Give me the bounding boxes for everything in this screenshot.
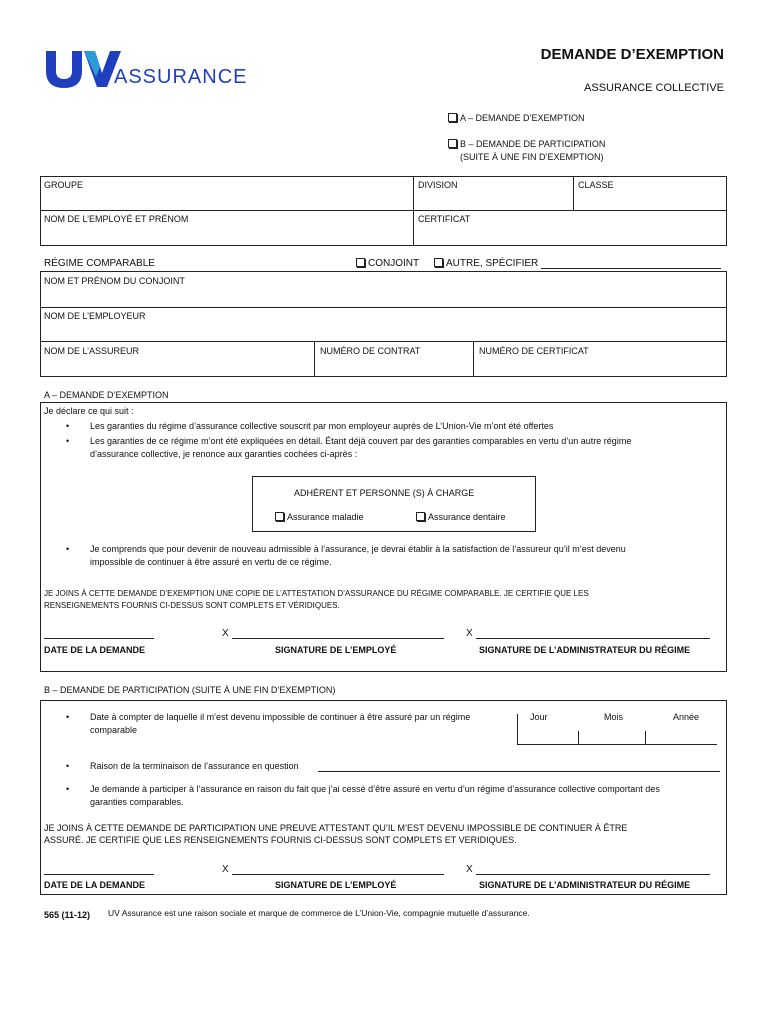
- conjoint-checkbox-row[interactable]: [356, 258, 419, 270]
- form-code: 565 (11-12): [44, 910, 91, 920]
- date-signature-line[interactable]: [44, 874, 154, 875]
- date-input-line[interactable]: [517, 744, 717, 745]
- form-title: DEMANDE D’EXEMPTION: [540, 46, 724, 63]
- regime-comparable-label: RÉGIME COMPARABLE: [44, 258, 155, 269]
- admin-signature-line[interactable]: [476, 638, 710, 639]
- bullet: •: [66, 421, 70, 431]
- field-numero-contrat[interactable]: NUMÉRO DE CONTRAT: [320, 346, 421, 356]
- section-a-bullet2-line2: d’assurance collective, je renonce aux garanties cochées ci-après :: [90, 449, 358, 459]
- field-classe[interactable]: CLASSE: [578, 180, 614, 190]
- autre-specify-line[interactable]: [541, 268, 721, 269]
- field-nom-employeur[interactable]: NOM DE L’EMPLOYEUR: [44, 311, 146, 321]
- option-b-note: (SUITE À UNE FIN D’EXEMPTION): [460, 152, 604, 162]
- option-a-label: A – DEMANDE D’EXEMPTION: [460, 113, 585, 123]
- admin-signature-line[interactable]: [476, 874, 710, 875]
- identification-grid: [40, 176, 727, 246]
- option-b-checkbox-row[interactable]: [448, 139, 605, 150]
- coverage-dentaire-label: Assurance dentaire: [428, 512, 506, 522]
- admin-signature-label: SIGNATURE DE L’ADMINISTRATEUR DU RÉGIME: [479, 880, 691, 890]
- employee-signature-label: SIGNATURE DE L’EMPLOYÉ: [275, 880, 397, 890]
- date-signature-line[interactable]: [44, 638, 154, 639]
- section-b-bullet3-line1: Je demande à participer à l’assurance en raison du fait que j’ai cessé d’être assuré en vertu d’un régime d’assurance collective comportant des: [90, 784, 660, 794]
- date-divider: [645, 731, 646, 744]
- employee-signature-line[interactable]: [232, 638, 444, 639]
- coverage-box: [252, 476, 536, 532]
- logo-wordmark: ASSURANCE: [114, 66, 248, 88]
- section-a-bullet1: Les garanties du régime d’assurance collective souscrit par mon employeur auprès de L’Union-Vie m’ont été offertes: [90, 421, 554, 431]
- coverage-maladie-label: Assurance maladie: [287, 512, 364, 522]
- divider: [40, 307, 727, 308]
- bullet: •: [66, 436, 70, 446]
- date-divider: [517, 714, 518, 744]
- section-a-attestation-line1: JE JOINS À CETTE DEMANDE D’EXEMPTION UNE COPIE DE L’ATTESTATION D’ASSURANCE DU RÉGIME COMPARABLE. JE CERTIFIE QUE LES: [44, 589, 589, 598]
- section-a-bullet3-line1: Je comprends que pour devenir de nouveau admissible à l’assurance, je devrai établir à la satisfaction de l’assureur qu’il m’est devenu: [90, 544, 626, 554]
- field-nom-assureur[interactable]: NOM DE L’ASSUREUR: [44, 346, 140, 356]
- field-nom-conjoint[interactable]: NOM ET PRÉNOM DU CONJOINT: [44, 276, 185, 286]
- coverage-dentaire-checkbox-row[interactable]: [416, 512, 506, 523]
- employee-signature-label: SIGNATURE DE L’EMPLOYÉ: [275, 645, 397, 655]
- section-a-bullet2-line1: Les garanties de ce régime m’ont été expliquées en détail. Étant déjà couvert par des garanties comparables en vertu d’un autre régime: [90, 436, 632, 446]
- divider: [40, 210, 727, 211]
- mois-label: Mois: [604, 712, 624, 722]
- autre-checkbox-row[interactable]: [434, 258, 538, 270]
- bullet: •: [66, 784, 70, 794]
- bullet: •: [66, 761, 70, 771]
- admin-signature-label: SIGNATURE DE L’ADMINISTRATEUR DU RÉGIME: [479, 645, 691, 655]
- section-a-bullet3-line2: impossible de continuer à être assuré en vertu de ce régime.: [90, 557, 332, 567]
- section-b-bullet3-line2: garanties comparables.: [90, 797, 184, 807]
- x-mark: X: [466, 864, 473, 875]
- x-mark: X: [222, 628, 229, 639]
- section-b-attestation-line1: JE JOINS À CETTE DEMANDE DE PARTICIPATION UNE PREUVE ATTESTANT QU’IL M’EST DEVENU IMPOSSIBLE DE CONTINUER À ÊTRE: [44, 823, 628, 833]
- divider: [573, 176, 574, 210]
- bullet: •: [66, 544, 70, 554]
- field-groupe[interactable]: GROUPE: [44, 180, 84, 190]
- jour-label: Jour: [530, 712, 548, 722]
- checkbox-icon[interactable]: [448, 113, 457, 122]
- section-b-heading: B – DEMANDE DE PARTICIPATION (SUITE À UNE FIN D’EXEMPTION): [44, 685, 336, 695]
- x-mark: X: [466, 628, 473, 639]
- checkbox-icon[interactable]: [275, 512, 284, 521]
- field-nom-employe[interactable]: NOM DE L’EMPLOYÉ ET PRÉNOM: [44, 214, 189, 224]
- coverage-maladie-checkbox-row[interactable]: [275, 512, 364, 523]
- x-mark: X: [222, 864, 229, 875]
- conjoint-label: CONJOINT: [368, 258, 420, 269]
- termination-reason-line[interactable]: [318, 771, 720, 772]
- coverage-title: ADHÉRENT ET PERSONNE (S) À CHARGE: [294, 488, 475, 498]
- legal-notice: UV Assurance est une raison sociale et marque de commerce de L’Union-Vie, compagnie mutuelle d’assurance.: [108, 908, 530, 918]
- option-b-label: B – DEMANDE DE PARTICIPATION: [460, 139, 606, 149]
- date-divider: [578, 731, 579, 744]
- checkbox-icon[interactable]: [448, 139, 457, 148]
- divider: [40, 341, 727, 342]
- option-a-checkbox-row[interactable]: [448, 113, 585, 124]
- field-numero-certificat[interactable]: NUMÉRO DE CERTIFICAT: [479, 346, 589, 356]
- date-label: DATE DE LA DEMANDE: [44, 645, 145, 655]
- section-a-attestation-line2: RENSEIGNEMENTS FOURNIS CI-DESSUS SONT COMPLETS ET VÉRIDIQUES.: [44, 601, 340, 610]
- autre-label: AUTRE, SPÉCIFIER: [446, 258, 539, 269]
- checkbox-icon[interactable]: [434, 258, 443, 267]
- divider: [473, 341, 474, 377]
- checkbox-icon[interactable]: [356, 258, 365, 267]
- section-a-intro: Je déclare ce qui suit :: [44, 406, 134, 416]
- field-division[interactable]: DIVISION: [418, 180, 458, 190]
- section-b-bullet1-line1: Date à compter de laquelle il m’est devenu impossible de continuer à être assuré par un régime: [90, 712, 471, 722]
- bullet: •: [66, 712, 70, 722]
- section-b-bullet1-line2: comparable: [90, 725, 138, 735]
- annee-label: Année: [673, 712, 700, 722]
- divider: [314, 341, 315, 377]
- checkbox-icon[interactable]: [416, 512, 425, 521]
- section-a-heading: A – DEMANDE D’EXEMPTION: [44, 390, 169, 400]
- section-b-attestation-line2: ASSURÉ. JE CERTIFIE QUE LES RENSEIGNEMENTS FOURNIS CI-DESSUS SONT COMPLETS ET VERIDIQUES.: [44, 835, 517, 845]
- form-subtitle: ASSURANCE COLLECTIVE: [584, 82, 724, 94]
- field-certificat[interactable]: CERTIFICAT: [418, 214, 471, 224]
- section-b-bullet2: Raison de la terminaison de l’assurance en question: [90, 761, 299, 771]
- employee-signature-line[interactable]: [232, 874, 444, 875]
- divider: [413, 176, 414, 246]
- date-label: DATE DE LA DEMANDE: [44, 880, 145, 890]
